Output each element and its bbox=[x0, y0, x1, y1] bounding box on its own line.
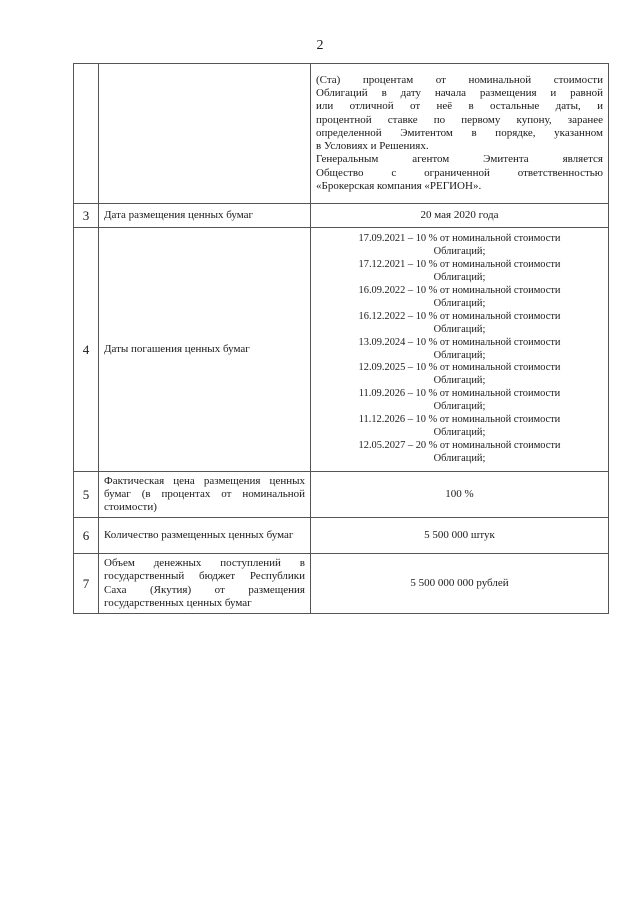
redemption-date-line: 11.09.2026 – 10 % от номинальной стоимости bbox=[358, 388, 561, 400]
redemption-item bbox=[316, 259, 603, 285]
row-name: Даты погашения ценных бумаг bbox=[99, 228, 311, 472]
continuation-text-cell bbox=[311, 64, 609, 204]
redemption-item bbox=[316, 233, 603, 259]
table-row-placement-price bbox=[74, 472, 609, 518]
row-number: 5 bbox=[74, 472, 99, 518]
redemption-date-line: 17.09.2021 – 10 % от номинальной стоимости bbox=[358, 233, 561, 245]
row-number: 6 bbox=[74, 518, 99, 554]
text-line: «Брокерская компания «РЕГИОН». bbox=[316, 179, 482, 192]
row-name: Фактическая цена размещения ценных бумаг (в процентах от номинальной стоимости) bbox=[99, 472, 311, 518]
table-row-redemption-dates bbox=[74, 228, 609, 472]
redemption-dates-list bbox=[311, 228, 609, 472]
redemption-item bbox=[316, 311, 603, 337]
redemption-item bbox=[316, 440, 603, 466]
table-row-quantity bbox=[74, 518, 609, 554]
table-row-placement-date bbox=[74, 204, 609, 228]
row-number: 4 bbox=[74, 228, 99, 472]
redemption-unit-line: Облигаций; bbox=[433, 272, 486, 284]
redemption-item bbox=[316, 362, 603, 388]
text-line: Генеральным агентом Эмитента является bbox=[316, 153, 603, 166]
row-name: Количество размещенных ценных бумаг bbox=[99, 518, 311, 554]
text-line: (Ста) процентам от номинальной стоимости bbox=[316, 74, 603, 87]
text-line: Общество с ограниченной ответственностью bbox=[316, 166, 603, 179]
continuation-paragraph-1 bbox=[316, 74, 603, 153]
redemption-item bbox=[316, 285, 603, 311]
redemption-date-line: 17.12.2021 – 10 % от номинальной стоимости bbox=[358, 259, 561, 271]
row-name: Объем денежных поступлений в государственный бюджет Республики Саха (Якутия) от размещения государственных ценных бумаг bbox=[99, 554, 311, 614]
redemption-unit-line: Облигаций; bbox=[433, 426, 486, 438]
page-number: 2 bbox=[316, 38, 324, 53]
redemption-unit-line: Облигаций; bbox=[433, 375, 486, 387]
redemption-date-line: 12.05.2027 – 20 % от номинальной стоимости bbox=[358, 439, 561, 451]
row-value: 5 500 000 штук bbox=[311, 518, 609, 554]
row-name-cell bbox=[99, 64, 311, 204]
continuation-paragraph-2 bbox=[316, 153, 603, 193]
redemption-unit-line: Облигаций; bbox=[433, 452, 486, 464]
redemption-unit-line: Облигаций; bbox=[433, 323, 486, 335]
redemption-date-line: 11.12.2026 – 10 % от номинальной стоимости bbox=[358, 414, 561, 426]
row-value: 5 500 000 000 рублей bbox=[311, 554, 609, 614]
redemption-item bbox=[316, 414, 603, 440]
redemption-item bbox=[316, 337, 603, 363]
redemption-unit-line: Облигаций; bbox=[433, 297, 486, 309]
text-line: в Условиях и Решениях. bbox=[316, 140, 429, 153]
row-number: 3 bbox=[74, 204, 99, 228]
text-line: процентной ставке по первому купону, заранее bbox=[316, 113, 603, 126]
redemption-unit-line: Облигаций; bbox=[433, 349, 486, 361]
row-name: Дата размещения ценных бумаг bbox=[99, 204, 311, 228]
redemption-item bbox=[316, 388, 603, 414]
redemption-unit-line: Облигаций; bbox=[433, 401, 486, 413]
redemption-unit-line: Облигаций; bbox=[433, 246, 486, 258]
row-value: 100 % bbox=[311, 472, 609, 518]
text-line: Облигаций в дату начала размещения и равной bbox=[316, 87, 603, 100]
text-line: определенной Эмитентом в порядке, указанном bbox=[316, 126, 603, 139]
redemption-date-line: 16.12.2022 – 10 % от номинальной стоимости bbox=[358, 310, 561, 322]
redemption-date-line: 13.09.2024 – 10 % от номинальной стоимости bbox=[358, 336, 561, 348]
text-line: или отличной от неё в остальные даты, и bbox=[316, 100, 603, 113]
table-row-revenue-volume bbox=[74, 554, 609, 614]
redemption-date-line: 16.09.2022 – 10 % от номинальной стоимости bbox=[358, 284, 561, 296]
row-value: 20 мая 2020 года bbox=[311, 204, 609, 228]
securities-table bbox=[73, 63, 609, 614]
redemption-date-line: 12.09.2025 – 10 % от номинальной стоимости bbox=[358, 362, 561, 374]
table-row-continuation bbox=[74, 64, 609, 204]
row-number-cell bbox=[74, 64, 99, 204]
row-number: 7 bbox=[74, 554, 99, 614]
